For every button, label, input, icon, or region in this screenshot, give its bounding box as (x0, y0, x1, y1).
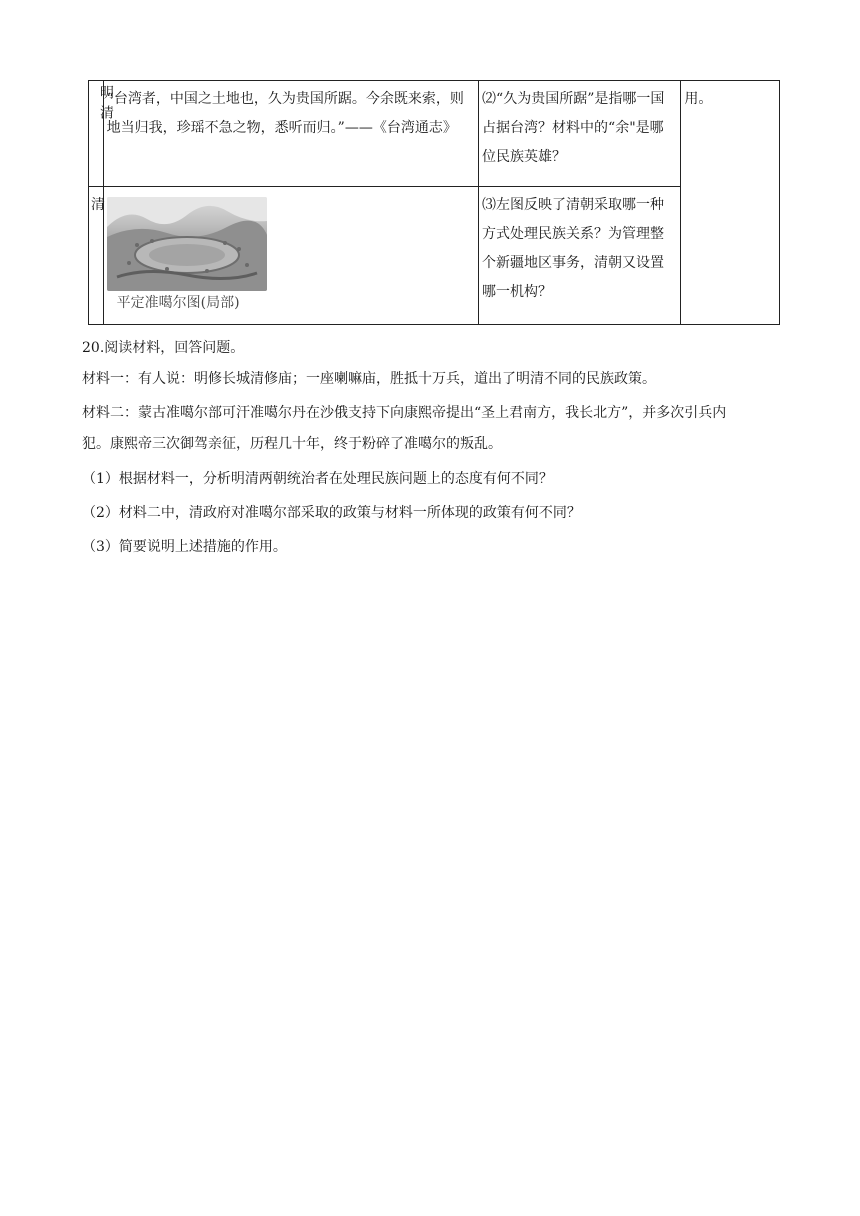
era-label: 清 (91, 197, 105, 213)
material-two-line2: 犯。康熙帝三次御驾亲征，历程几十年，终于粉碎了准噶尔的叛乱。 (82, 436, 502, 452)
extra-cell (681, 81, 780, 325)
question-title: 20.阅读材料，回答问题。 (82, 340, 245, 356)
material-two-line1: 材料二：蒙古准噶尔部可汗准噶尔丹在沙俄支持下向康熙帝提出“圣上君南方，我长北方”，并多次引兵内 (82, 405, 727, 421)
table-row (89, 187, 780, 325)
question-table (88, 80, 780, 325)
material-text: “台湾者，中国之土地也，久为贵国所踞。今余既来索，则地当归我，珍瑶不急之物，悉听而归。”——《台湾通志》 (106, 91, 464, 136)
figure-caption: 平定准噶尔图(局部) (116, 295, 240, 311)
figure-cell (103, 187, 478, 325)
era-label: 明清 (98, 85, 114, 125)
material-one: 材料一：有人说：明修长城清修庙；一座喇嘛庙，胜抵十万兵，道出了明清不同的民族政策。 (82, 371, 656, 387)
era-cell (89, 187, 104, 325)
question-cell (479, 81, 681, 187)
question-text: ⑶左图反映了清朝采取哪一种方式处理民族关系？为管理整个新疆地区事务，清朝又设置哪一机构？ (482, 197, 665, 300)
table-row (89, 81, 780, 187)
battle-painting-image (107, 197, 267, 291)
era-cell (89, 81, 114, 187)
question-text: ⑵“久为贵国所踞”是指哪一国占据台湾？材料中的“余"是哪位民族英雄？ (482, 91, 665, 165)
question-cell (479, 187, 681, 325)
sub-question-1: （1）根据材料一，分析明清两朝统治者在处理民族问题上的态度有何不同？ (82, 471, 553, 487)
material-cell (103, 81, 478, 187)
sub-question-2: （2）材料二中，清政府对准噶尔部采取的政策与材料一所体现的政策有何不同？ (82, 505, 581, 521)
sub-question-3: （3）简要说明上述措施的作用。 (82, 539, 287, 555)
extra-text: 用。 (684, 91, 713, 107)
